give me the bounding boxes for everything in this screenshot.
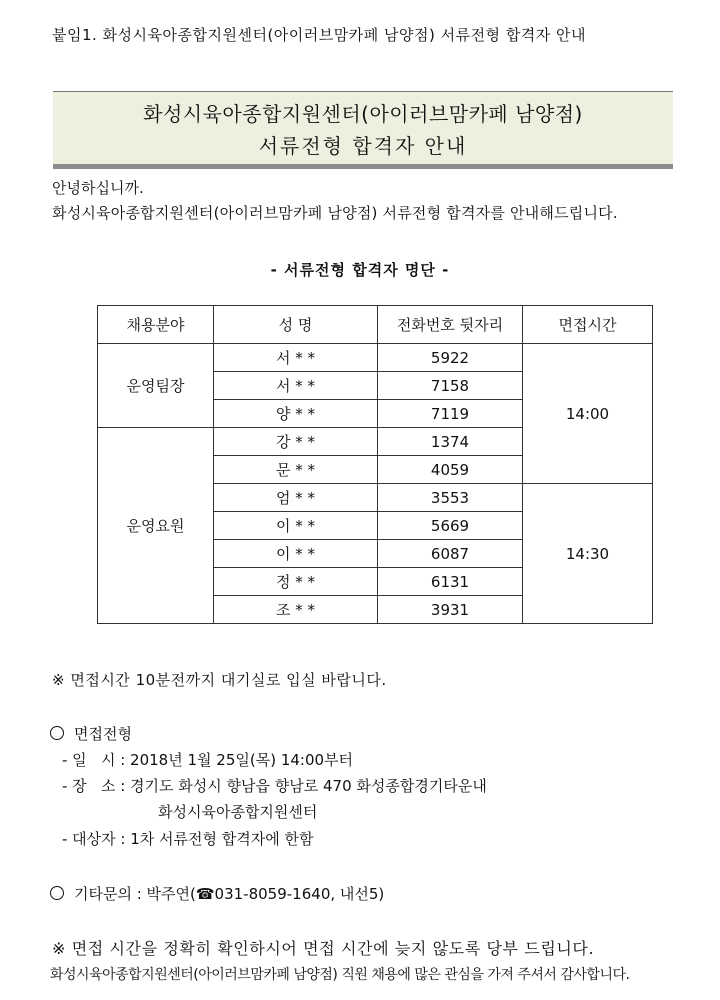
name-cell: 양 * * — [214, 400, 378, 428]
name-cell: 문 * * — [214, 456, 378, 484]
interview-heading-text: 면접전형 — [74, 725, 132, 743]
name-cell: 강 * * — [214, 428, 378, 456]
interview-place: - 장 소 : 경기도 화성시 향남읍 향남로 470 화성종합경기타운내 — [62, 777, 487, 795]
phone-cell: 6087 — [378, 540, 523, 568]
name-cell: 이 * * — [214, 512, 378, 540]
phone-cell: 7158 — [378, 372, 523, 400]
phone-cell: 5922 — [378, 344, 523, 372]
title-line-1: 화성시육아종합지원센터(아이러브맘카페 남양점) — [143, 102, 583, 126]
circle-bullet-icon — [50, 886, 64, 900]
phone-cell: 3931 — [378, 596, 523, 624]
field-cell: 운영요원 — [98, 428, 214, 624]
attachment-line: 붙임1. 화성시육아종합지원센터(아이러브맘카페 남양점) 서류전형 합격자 안내 — [52, 26, 587, 44]
interview-heading — [50, 723, 132, 744]
closing-line-2: 화성시육아종합지원센터(아이러브맘카페 남양점) 직원 채용에 많은 관심을 가져 주셔서 감사합니다. — [50, 967, 630, 983]
phone-cell: 3553 — [378, 484, 523, 512]
interview-place-cont: 화성시육아종합지원센터 — [158, 803, 318, 821]
phone-cell: 1374 — [378, 428, 523, 456]
phone-cell: 6131 — [378, 568, 523, 596]
table-header-row — [98, 306, 653, 344]
name-cell: 정 * * — [214, 568, 378, 596]
list-title: - 서류전형 합격자 명단 - — [270, 261, 450, 279]
results-table — [97, 305, 653, 624]
title-box — [53, 91, 673, 169]
circle-bullet-icon — [50, 726, 64, 740]
name-cell: 엄 * * — [214, 484, 378, 512]
phone-cell: 4059 — [378, 456, 523, 484]
intro-text: 화성시육아종합지원센터(아이러브맘카페 남양점) 서류전형 합격자를 안내해드립니다. — [52, 204, 618, 222]
header-phone: 전화번호 뒷자리 — [378, 306, 523, 344]
arrival-note: ※ 면접시간 10분전까지 대기실로 입실 바랍니다. — [52, 671, 387, 689]
time-cell: 14:00 — [523, 344, 653, 484]
phone-cell: 7119 — [378, 400, 523, 428]
closing-line-1: ※ 면접 시간을 정확히 확인하시어 면접 시간에 늦지 않도록 당부 드립니다. — [52, 939, 595, 958]
phone-cell: 5669 — [378, 512, 523, 540]
table-row — [98, 344, 653, 372]
header-time: 면접시간 — [523, 306, 653, 344]
header-name: 성 명 — [214, 306, 378, 344]
title-line-2: 서류전형 합격자 안내 — [258, 134, 468, 158]
contact-line — [50, 883, 384, 904]
name-cell: 서 * * — [214, 372, 378, 400]
interview-target: - 대상자 : 1차 서류전형 합격자에 한함 — [62, 830, 314, 848]
time-cell: 14:30 — [523, 484, 653, 624]
greeting: 안녕하십니까. — [52, 179, 144, 197]
name-cell: 이 * * — [214, 540, 378, 568]
field-cell: 운영팀장 — [98, 344, 214, 428]
name-cell: 조 * * — [214, 596, 378, 624]
name-cell: 서 * * — [214, 344, 378, 372]
interview-date: - 일 시 : 2018년 1월 25일(목) 14:00부터 — [62, 751, 354, 769]
contact-text: 기타문의 : 박주연(☎031-8059-1640, 내선5) — [74, 885, 385, 903]
header-field: 채용분야 — [98, 306, 214, 344]
